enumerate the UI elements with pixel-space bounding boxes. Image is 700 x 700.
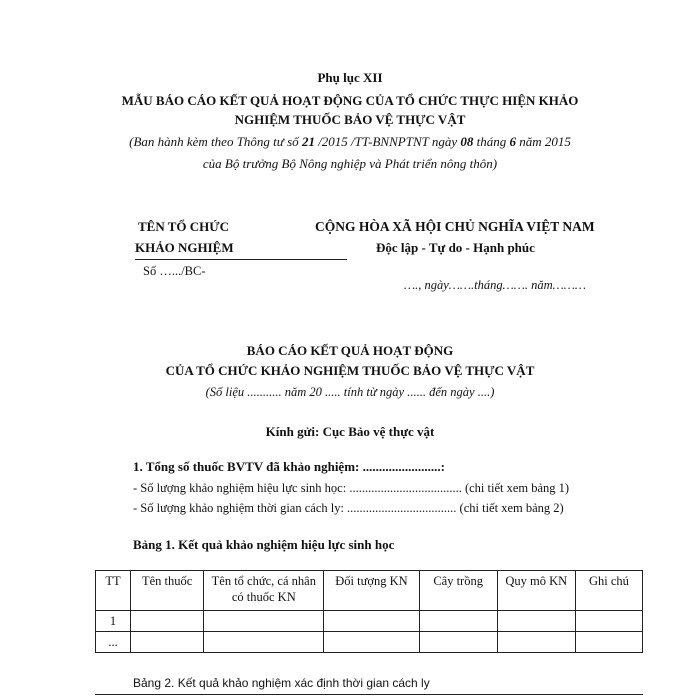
table-cell: 1 — [96, 611, 131, 632]
table-cell — [204, 611, 324, 632]
table-row — [96, 632, 643, 653]
table-row — [96, 611, 643, 632]
table-cell — [575, 611, 642, 632]
table1-header-cell: Quy mô KN — [497, 571, 575, 611]
table-cell — [419, 611, 497, 632]
issuance-note-line1 — [0, 134, 700, 150]
table-cell — [497, 611, 575, 632]
form-title-line2: NGHIỆM THUỐC BẢO VỆ THỰC VẬT — [234, 112, 466, 127]
table-cell — [131, 632, 204, 653]
table1-header-cell: Ghi chú — [575, 571, 642, 611]
org-underline — [135, 259, 347, 260]
table1 — [95, 570, 643, 653]
table-cell — [131, 611, 204, 632]
national-motto: Độc lập - Tự do - Hạnh phúc — [376, 240, 535, 255]
table1-header-cell: TT — [96, 571, 131, 611]
doc-number: Số ….../BC- — [143, 264, 206, 278]
table-cell — [419, 632, 497, 653]
form-title-line1: MẪU BÁO CÁO KẾT QUẢ HOẠT ĐỘNG CỦA TỔ CHỨC THỰC HIỆN KHẢO — [121, 93, 579, 108]
issuance-mid2: tháng — [473, 134, 510, 149]
table1-header-cell: Tên thuốc — [131, 571, 204, 611]
report-title-line1: BÁO CÁO KẾT QUẢ HOẠT ĐỘNG — [246, 343, 454, 358]
table1-header-cell: Cây trồng — [419, 571, 497, 611]
report-period: (Số liệu ........... năm 20 ..... tính từ ngày ...... đến ngày ....) — [205, 385, 495, 399]
table-cell: ... — [96, 632, 131, 653]
issuance-number: 21 — [301, 134, 315, 149]
date-line: …., ngày…….tháng……. năm……… — [404, 278, 586, 292]
section1-item-phi: - Số lượng khảo nghiệm thời gian cách ly: ................................... (chi tiết xem bảng 2) — [133, 501, 564, 515]
issuance-note-line2: của Bộ trưởng Bộ Nông nghiệp và Phát triển nông thôn) — [202, 156, 498, 171]
org-name-line1: TÊN TỔ CHỨC — [138, 219, 230, 234]
recipient: Kính gửi: Cục Bảo vệ thực vật — [265, 424, 435, 439]
section1-heading: 1. Tổng số thuốc BVTV đã khảo nghiệm: ........................: — [133, 459, 445, 474]
table2-caption: Bảng 2. Kết quả khảo nghiệm xác định thời gian cách ly — [133, 676, 430, 690]
table-cell — [575, 632, 642, 653]
issuance-post: năm 2015 — [516, 134, 571, 149]
appendix-label: Phụ lục XII — [317, 70, 383, 85]
table1-caption: Bảng 1. Kết quả khảo nghiệm hiệu lực sinh học — [133, 537, 395, 552]
table-cell — [324, 611, 419, 632]
table1-header-row — [96, 571, 643, 611]
issuance-mid1: /2015 /TT-BNNPTNT ngày — [314, 134, 461, 149]
org-name-line2: KHẢO NGHIỆM — [135, 240, 234, 255]
table-cell — [204, 632, 324, 653]
issuance-day: 08 — [460, 134, 474, 149]
table-cell — [497, 632, 575, 653]
section1-item-bio: - Số lượng khảo nghiệm hiệu lực sinh học: .................................... (chi tiết xem bảng 1) — [133, 481, 570, 495]
nation-title: CỘNG HÒA XÃ HỘI CHỦ NGHĨA VIỆT NAM — [315, 219, 595, 234]
table1-header-cell: Đối tượng KN — [324, 571, 419, 611]
table2-top-border — [95, 694, 643, 695]
issuance-pre: (Ban hành kèm theo Thông tư số — [129, 134, 302, 149]
report-title-line2: CỦA TỔ CHỨC KHẢO NGHIỆM THUỐC BẢO VỆ THỰC VẬT — [165, 363, 535, 378]
table-cell — [324, 632, 419, 653]
issuance-month: 6 — [509, 134, 516, 149]
table1-header-cell: Tên tổ chức, cá nhân có thuốc KN — [204, 571, 324, 611]
